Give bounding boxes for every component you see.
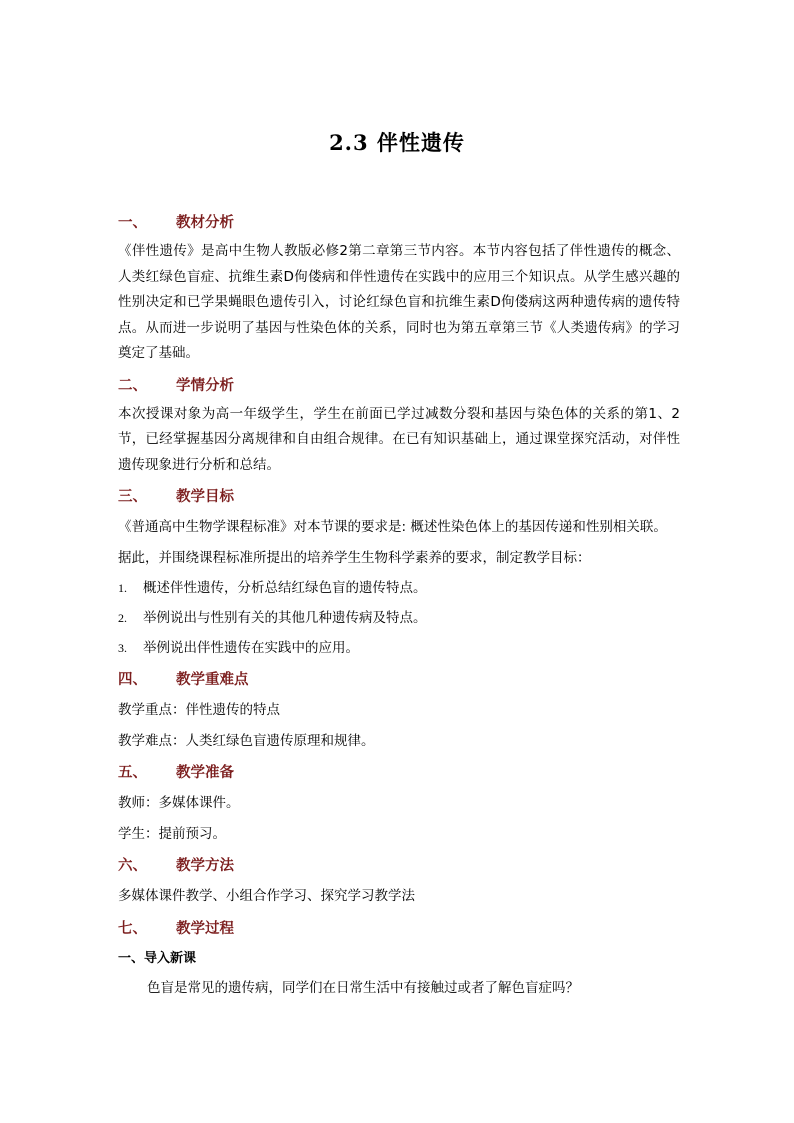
section-line: 多媒体课件教学、小组合作学习、探究学习教学法 — [118, 888, 415, 904]
section-line: 据此，并围绕课程标准所提出的培养学生生物科学素养的要求，制定教学目标： — [118, 549, 591, 566]
list-number: 3. — [118, 641, 127, 655]
section-line: 《普通高中生物学课程标准》对本节课的要求是: 概述性染色体上的基因传递和性别相关联。 — [118, 519, 667, 535]
section-title: 教学目标 — [176, 489, 234, 505]
section-title: 教学过程 — [176, 920, 234, 937]
section-title: 教材分析 — [176, 215, 234, 231]
document-title: 2.3 伴性遗传 — [329, 130, 465, 155]
section-paragraph: 《伴性遗传》是高中生物人教版必修2第二章第三节内容。本节内容包括了伴性遗传的概念、人类红绿色盲症、抗维生素D佝偻病和伴性遗传在实践中的应用三个知识点。从学生感兴趣的性别决定和已学果蝇眼色遗传引入，讨论红绿色盲和抗维生素D佝偻病这两种遗传病的遗传特点。从而进一步说明了基因与性染色体的关系，同时也为第五章第三节《人类遗传病》的学习奠定了基础。 — [118, 243, 680, 361]
list-item — [118, 606, 680, 631]
section-number: 四、 — [118, 672, 147, 688]
section-heading-3 — [118, 484, 680, 510]
section-line: 学生：提前预习。 — [118, 825, 226, 842]
section-heading-6 — [118, 853, 680, 879]
section-number: 五、 — [118, 765, 147, 781]
section-number: 三、 — [118, 489, 147, 505]
section-heading-5 — [118, 760, 680, 786]
section-line: 教学难点：人类红绿色盲遗传原理和规律。 — [118, 732, 375, 749]
list-number: 1. — [118, 581, 127, 595]
section-number: 二、 — [118, 377, 147, 394]
list-number: 2. — [118, 611, 127, 625]
document-body — [118, 210, 680, 1001]
section-heading-2 — [118, 373, 680, 399]
section-line: 教学重点：伴性遗传的特点 — [118, 702, 280, 718]
section-number: 六、 — [118, 858, 147, 874]
sub-heading: 一、导入新课 — [118, 950, 197, 966]
section-title: 教学方法 — [176, 858, 234, 874]
section-line: 色盲是常见的遗传病，同学们在日常生活中有接触过或者了解色盲症吗？ — [147, 979, 579, 996]
list-item — [118, 636, 680, 661]
section-title: 学情分析 — [176, 377, 234, 394]
section-number: 一、 — [118, 215, 147, 231]
list-text: 概述伴性遗传，分析总结红绿色盲的遗传特点。 — [143, 580, 427, 596]
list-text: 举例说出伴性遗传在实践中的应用。 — [143, 640, 359, 656]
list-text: 举例说出与性别有关的其他几种遗传病及特点。 — [143, 610, 427, 626]
section-heading-4 — [118, 667, 680, 693]
section-paragraph: 本次授课对象为高一年级学生，学生在前面已学过减数分裂和基因与染色体的关系的第1、2节，已经掌握基因分离规律和自由组合规律。在已有知识基础上，通过课堂探究活动，对伴性遗传现象进行分析和总结。 — [118, 405, 680, 473]
list-item — [118, 576, 680, 601]
section-line: 教师：多媒体课件。 — [118, 795, 240, 811]
section-title: 教学重难点 — [176, 672, 249, 688]
section-heading-1 — [118, 210, 680, 236]
section-number: 七、 — [118, 920, 147, 937]
section-title: 教学准备 — [176, 765, 234, 781]
section-heading-7 — [118, 916, 680, 942]
